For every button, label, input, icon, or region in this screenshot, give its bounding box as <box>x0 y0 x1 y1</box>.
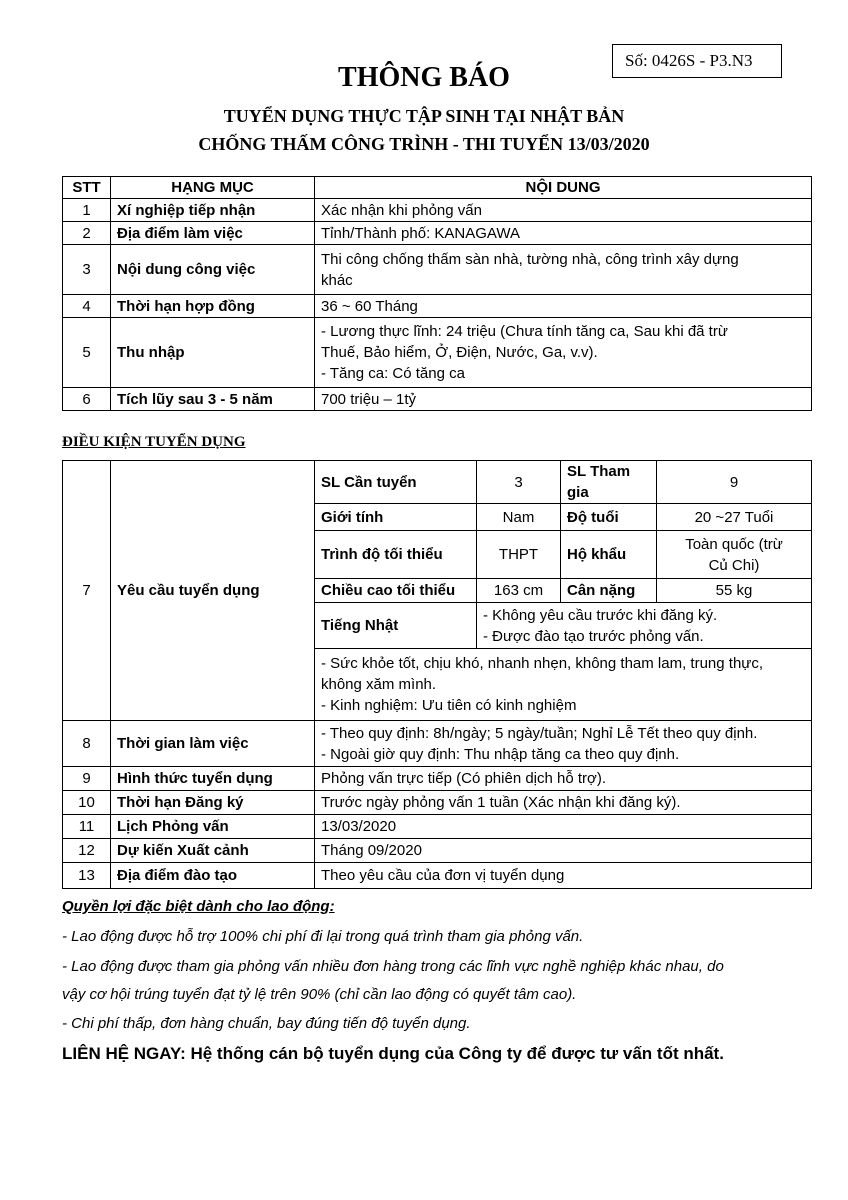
table-row <box>63 815 812 839</box>
document-subtitle-2: CHỐNG THẤM CÔNG TRÌNH - THI TUYỂN 13/03/2020 <box>198 134 650 154</box>
residence-label: Hộ khẩu <box>561 531 657 579</box>
row-item: Thu nhập <box>111 318 315 388</box>
benefits-heading <box>62 896 335 918</box>
table-row <box>63 245 812 295</box>
row-stt: 11 <box>63 815 111 839</box>
content-line: - Không yêu cầu trước khi đăng ký. <box>483 606 718 624</box>
quota-label: SL Cần tuyển <box>315 461 477 504</box>
height-value: 163 cm <box>477 579 561 603</box>
education-value: THPT <box>477 531 561 579</box>
education-label: Trình độ tối thiểu <box>315 531 477 579</box>
benefit-line: - Chi phí thấp, đơn hàng chuẩn, bay đúng tiến độ tuyển dụng. <box>62 1015 471 1032</box>
residence-value <box>657 531 812 579</box>
row-item: Tích lũy sau 3 - 5 năm <box>111 388 315 411</box>
header-stt: STT <box>63 177 111 199</box>
info-table <box>62 176 812 411</box>
table-row <box>63 721 812 767</box>
row-item: Địa điểm làm việc <box>111 222 315 245</box>
weight-value: 55 kg <box>657 579 812 603</box>
row-stt: 10 <box>63 791 111 815</box>
row-item: Nội dung công việc <box>111 245 315 295</box>
gender-label: Giới tính <box>315 504 477 531</box>
row-stt: 8 <box>63 721 111 767</box>
table-row <box>63 461 812 504</box>
japanese-value <box>477 603 812 649</box>
other-requirements <box>315 649 812 721</box>
content-line: không xăm mình. <box>321 676 437 693</box>
age-value: 20 ~27 Tuổi <box>657 504 812 531</box>
header-content: NỘI DUNG <box>315 177 812 199</box>
content-line: - Theo quy định: 8h/ngày; 5 ngày/tuần; Nghỉ Lễ Tết theo quy định. <box>321 724 758 742</box>
row-content: Tỉnh/Thành phố: KANAGAWA <box>315 222 812 245</box>
quota-value: 3 <box>477 461 561 504</box>
row-stt: 5 <box>63 318 111 388</box>
row-content <box>315 721 812 767</box>
gender-value: Nam <box>477 504 561 531</box>
content-line: Thi công chống thấm sàn nhà, tường nhà, công trình xây dựng <box>321 250 739 268</box>
row-item: Thời hạn hợp đồng <box>111 295 315 318</box>
document-title: THÔNG BÁO <box>338 62 510 93</box>
conditions-table <box>62 460 812 889</box>
row-item: Địa điểm đào tạo <box>111 863 315 889</box>
table-header-row <box>63 177 812 199</box>
table-row <box>63 388 812 411</box>
content-line: - Kinh nghiệm: Ưu tiên có kinh nghiệm <box>321 697 577 714</box>
table-row <box>63 199 812 222</box>
row-content: Trước ngày phỏng vấn 1 tuần (Xác nhận khi đăng ký). <box>315 791 812 815</box>
row-stt: 12 <box>63 839 111 863</box>
row-stt: 1 <box>63 199 111 222</box>
row-item: Yêu cầu tuyển dụng <box>111 461 315 721</box>
row-content: 13/03/2020 <box>315 815 812 839</box>
row-content <box>315 245 812 295</box>
content-line: Toàn quốc (trừ <box>685 535 783 553</box>
content-line: Củ Chi) <box>708 556 760 574</box>
height-label: Chiều cao tối thiểu <box>315 579 477 603</box>
row-stt: 7 <box>63 461 111 721</box>
row-content: 700 triệu – 1tỷ <box>315 388 812 411</box>
content-line: - Sức khỏe tốt, chịu khó, nhanh nhẹn, không tham lam, trung thực, <box>321 655 764 672</box>
table-row <box>63 767 812 791</box>
row-stt: 13 <box>63 863 111 889</box>
participants-label: SL Tham gia <box>561 461 657 504</box>
document-code: Số: 0426S - P3.N3 <box>612 44 782 78</box>
row-item: Hình thức tuyển dụng <box>111 767 315 791</box>
row-item: Xí nghiệp tiếp nhận <box>111 199 315 222</box>
participants-value: 9 <box>657 461 812 504</box>
row-item: Thời hạn Đăng ký <box>111 791 315 815</box>
header-item: HẠNG MỤC <box>111 177 315 199</box>
row-content: Theo yêu cầu của đơn vị tuyển dụng <box>315 863 812 889</box>
row-content: Phỏng vấn trực tiếp (Có phiên dịch hỗ trợ). <box>315 767 812 791</box>
row-stt: 2 <box>63 222 111 245</box>
content-line: Thuế, Bảo hiểm, Ở, Điện, Nước, Ga, v.v). <box>321 344 598 361</box>
benefits-heading-text: Quyền lợi đặc biệt dành cho lao động: <box>62 898 335 915</box>
row-content <box>315 318 812 388</box>
table-row <box>63 295 812 318</box>
row-stt: 9 <box>63 767 111 791</box>
japanese-label: Tiếng Nhật <box>315 603 477 649</box>
row-content: 36 ~ 60 Tháng <box>315 295 812 318</box>
document-subtitle-1: TUYỂN DỤNG THỰC TẬP SINH TẠI NHẬT BẢN <box>223 106 625 126</box>
benefit-line: - Lao động được hỗ trợ 100% chi phí đi lại trong quá trình tham gia phỏng vấn. <box>62 928 584 945</box>
table-row <box>63 863 812 889</box>
row-content: Xác nhận khi phỏng vấn <box>315 199 812 222</box>
row-item: Dự kiến Xuất cảnh <box>111 839 315 863</box>
content-line: - Lương thực lĩnh: 24 triệu (Chưa tính tăng ca, Sau khi đã trừ <box>321 323 728 340</box>
table-row <box>63 318 812 388</box>
row-item: Thời gian làm việc <box>111 721 315 767</box>
row-stt: 3 <box>63 245 111 295</box>
row-content: Tháng 09/2020 <box>315 839 812 863</box>
table-row <box>63 839 812 863</box>
conditions-heading: ĐIỀU KIỆN TUYỂN DỤNG <box>62 434 246 450</box>
row-stt: 6 <box>63 388 111 411</box>
content-line: - Được đào tạo trước phỏng vấn. <box>483 627 704 645</box>
row-item: Lịch Phỏng vấn <box>111 815 315 839</box>
benefit-line: vậy cơ hội trúng tuyển đạt tỷ lệ trên 90% (chỉ cần lao động có quyết tâm cao). <box>62 986 577 1003</box>
content-line: khác <box>321 271 353 289</box>
content-line: - Ngoài giờ quy định: Thu nhập tăng ca theo quy định. <box>321 745 680 763</box>
row-stt: 4 <box>63 295 111 318</box>
benefit-line: - Lao động được tham gia phỏng vấn nhiều đơn hàng trong các lĩnh vực nghề nghiệp khác nhau, do <box>62 958 724 975</box>
content-line: - Tăng ca: Có tăng ca <box>321 365 465 382</box>
contact-line: LIÊN HỆ NGAY: Hệ thống cán bộ tuyển dụng của Công ty để được tư vấn tốt nhất. <box>62 1044 724 1063</box>
table-row <box>63 222 812 245</box>
table-row <box>63 791 812 815</box>
age-label: Độ tuổi <box>561 504 657 531</box>
weight-label: Cân nặng <box>561 579 657 603</box>
